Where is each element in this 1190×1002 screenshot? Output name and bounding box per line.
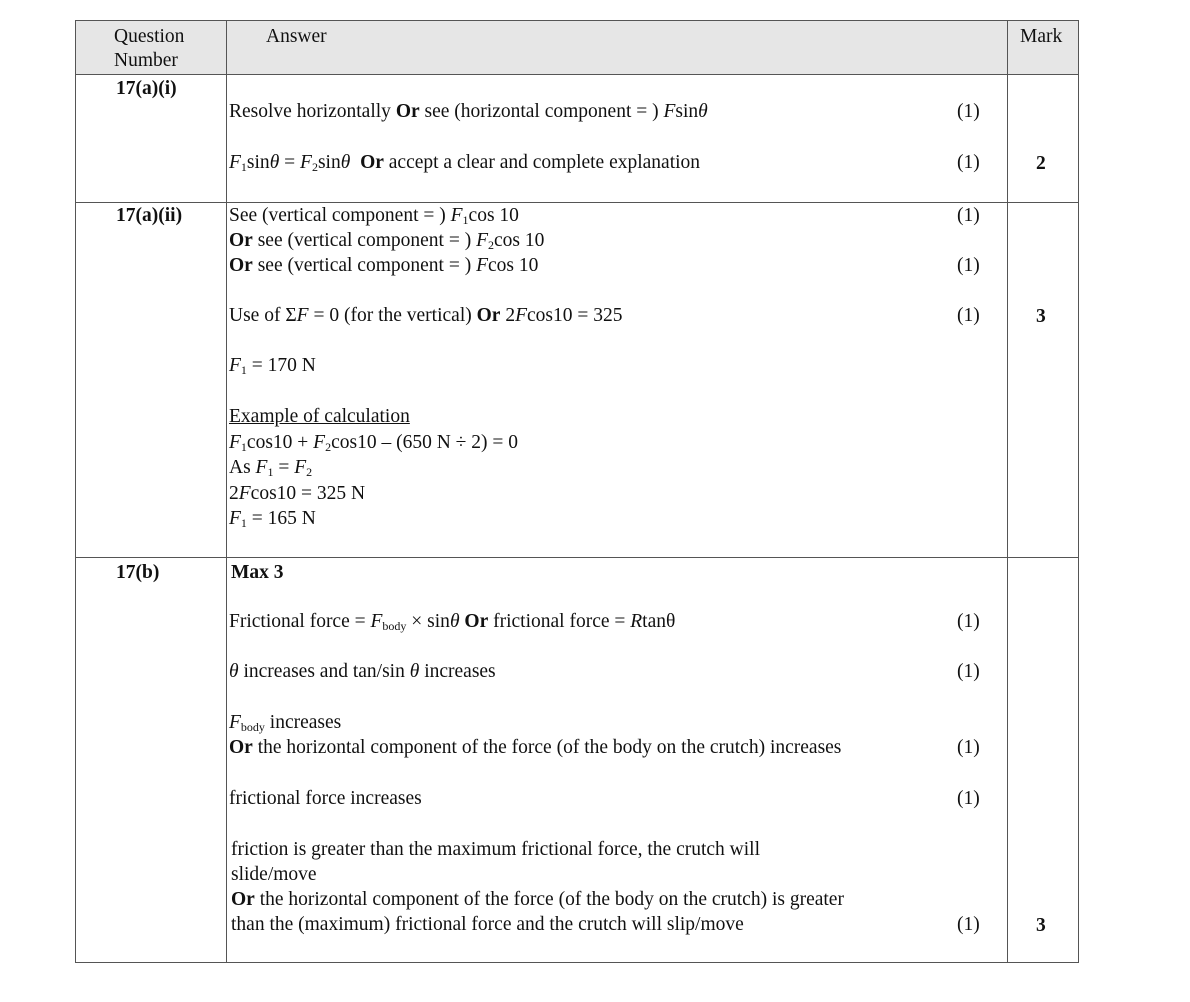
mark-value: (1) <box>957 205 980 226</box>
header-question-number-line1: Question <box>114 26 185 47</box>
mark-value: (1) <box>957 737 980 758</box>
example-line: As $F_1 = F_2$ <box>229 457 313 479</box>
answer-line: frictional force increases <box>229 788 422 809</box>
divider <box>1007 21 1008 962</box>
answer-line: Use of ΣF = 0 (for the vertical) Or 2Fcos10 = 325 <box>229 305 623 326</box>
header-answer: Answer <box>266 26 327 47</box>
answer-line: Or the horizontal component of the force (of the body on the crutch) increases <box>229 737 842 758</box>
answer-line: $F_1 = 170$ N <box>229 355 316 377</box>
example-line: 2Fcos10 = 325 N <box>229 483 366 504</box>
question-number: 17(a)(ii) <box>116 205 183 226</box>
max-marks: Max 3 <box>231 562 284 583</box>
total-mark: 2 <box>1036 153 1046 174</box>
answer-line: Or the horizontal component of the force (of the body on the crutch) is greater <box>231 889 844 910</box>
mark-value: (1) <box>957 661 980 682</box>
example-heading: Example of calculation <box>229 406 410 427</box>
mark-value: (1) <box>957 914 980 935</box>
example-line: $F_1\cos 10 + F_2\cos 10 - (650$ N ÷ 2) = 0 <box>229 432 518 454</box>
divider <box>226 21 227 962</box>
answer-line: $F_{body}$ increases <box>229 712 342 734</box>
total-mark: 3 <box>1036 306 1046 327</box>
answer-line: Or see (vertical component = ) Fcos 10 <box>229 255 539 276</box>
mark-value: (1) <box>957 101 980 122</box>
question-number: 17(a)(i) <box>116 78 177 99</box>
mark-value: (1) <box>957 788 980 809</box>
answer-line: than the (maximum) frictional force and the crutch will slip/move <box>231 914 744 935</box>
answer-line: $F_1\sin\theta = F_2\sin\theta$ Or accept a clear and complete explanation <box>229 152 701 174</box>
answer-line: slide/move <box>231 864 317 885</box>
total-mark: 3 <box>1036 915 1046 936</box>
question-number: 17(b) <box>116 562 160 583</box>
answer-line: friction is greater than the maximum frictional force, the crutch will <box>231 839 761 860</box>
header-mark: Mark <box>1020 26 1063 47</box>
header-question-number-line2: Number <box>114 50 178 71</box>
answer-line: Frictional force = $F_{body} \times \sin\theta$ Or frictional force = Rtanθ <box>229 611 676 633</box>
mark-value: (1) <box>957 255 980 276</box>
answer-line: θ increases and tan/sin θ increases <box>229 661 496 682</box>
mark-value: (1) <box>957 152 980 173</box>
answer-line: See (vertical component = ) $F_1\cos$ 10 <box>229 205 519 227</box>
answer-line: Or see (vertical component = ) $F_2\cos$ 10 <box>229 230 545 252</box>
mark-value: (1) <box>957 611 980 632</box>
example-line: $F_1 = 165$ N <box>229 508 316 530</box>
mark-value: (1) <box>957 305 980 326</box>
answer-line: Resolve horizontally Or see (horizontal component = ) Fsinθ <box>229 101 708 122</box>
